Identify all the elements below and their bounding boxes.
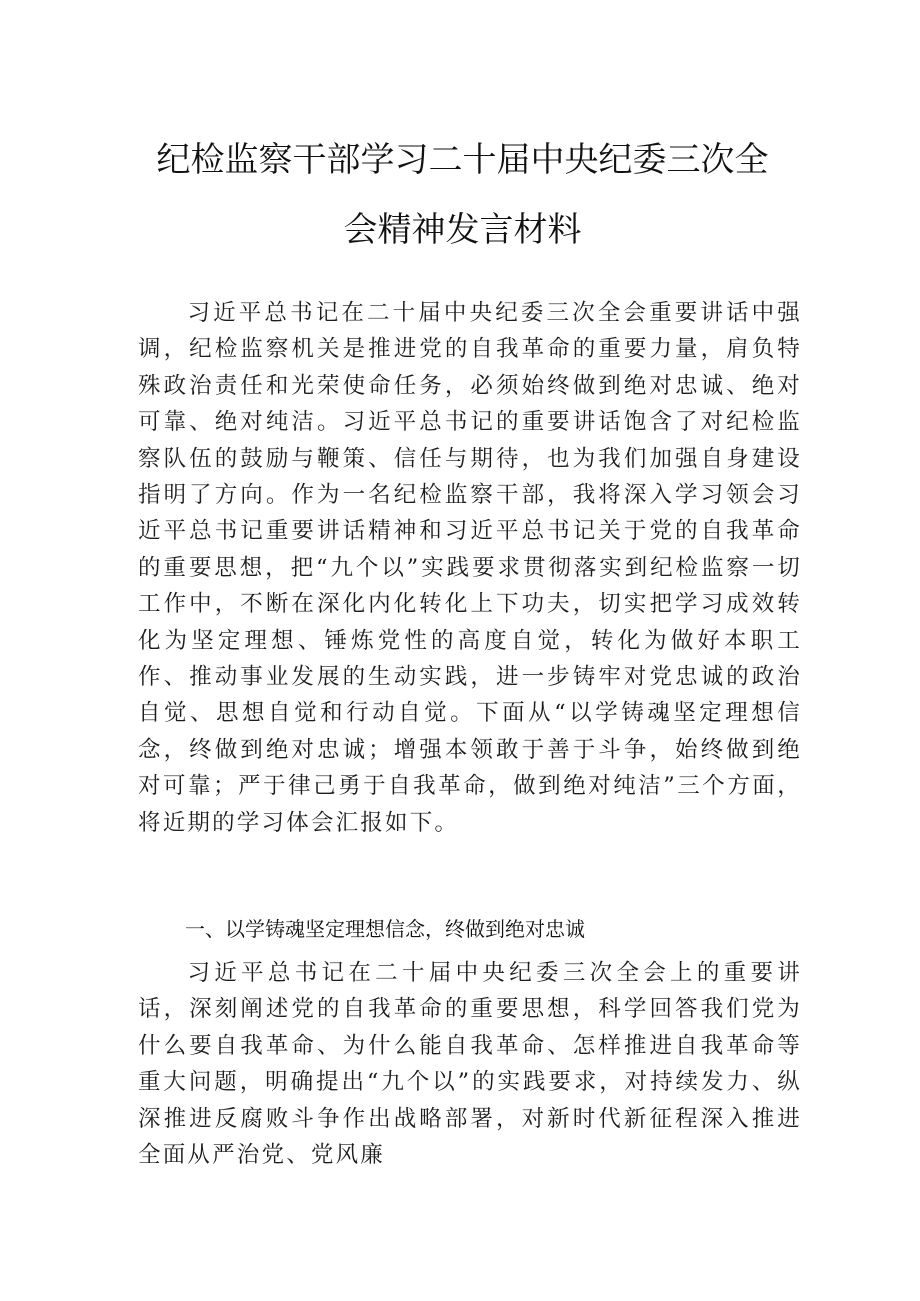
body-paragraph-2: 习近平总书记在二十届中央纪委三次全会上的重要讲话，深刻阐述党的自我革命的重要思想，科学回答我们党为什么要自我革命、为什么能自我革命、怎样推进自我革命等重大问题，明确提出“九个以”的实践要求，对持续发力、纵深推进反腐败斗争作出战略部署，对新时代新征程深入推进全面从严治党、党风廉: [138, 960, 802, 1169]
document-title-line-1: 纪检监察干部学习二十届中央纪委三次全: [156, 140, 769, 180]
section-heading-1: 一、以学铸魂坚定理想信念，终做到绝对忠诚: [185, 917, 585, 941]
body-paragraph-1: 习近平总书记在二十届中央纪委三次全会重要讲话中强调，纪检监察机关是推进党的自我革命的重要力量，肩负特殊政治责任和光荣使命任务，必须始终做到绝对忠诚、绝对可靠、绝对纯洁。习近平总书记的重要讲话饱含了对纪检监察队伍的鼓励与鞭策、信任与期待，也为我们加强自身建设指明了方向。作为一名纪检监察干部，我将深入学习领会习近平总书记重要讲话精神和习近平总书记关于党的自我革命的重要思想，把“九个以”实践要求贯彻落实到纪检监察一切工作中，不断在深化内化转化上下功夫，切实把学习成效转化为坚定理想、锤炼党性的高度自觉，转化为做好本职工作、推动事业发展的生动实践，进一步铸牢对党忠诚的政治自觉、思想自觉和行动自觉。下面从“以学铸魂坚定理想信念，终做到绝对忠诚；增强本领敢于善于斗争，始终做到绝对可靠；严于律己勇于自我革命，做到绝对纯洁”三个方面，将近期的学习体会汇报如下。: [138, 300, 802, 836]
document-title-line-2: 会精神发言材料: [343, 210, 582, 250]
